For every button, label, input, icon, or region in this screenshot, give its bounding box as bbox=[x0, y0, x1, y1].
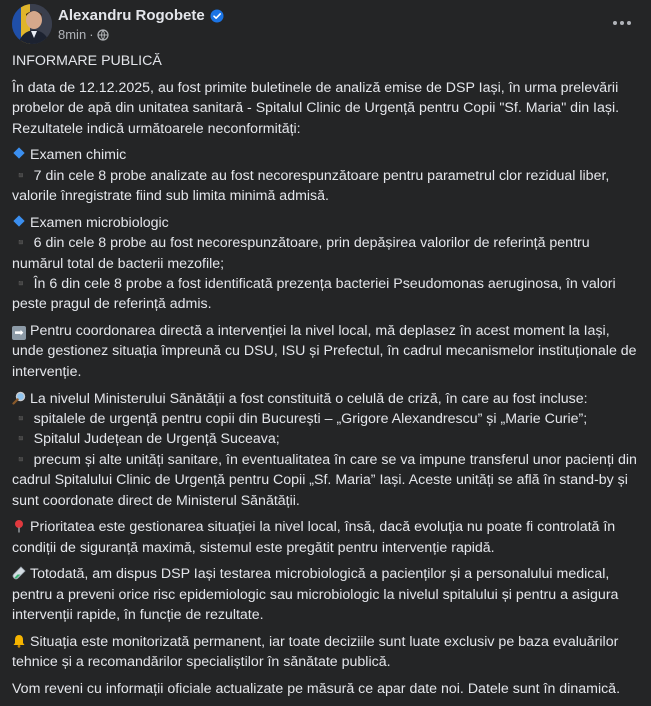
monitor-text: Situația este monitorizată permanent, iar toate deciziile sunt luate exclusiv pe baza evaluărilor tehnice și a recomandărilor specialiștilor în sănătate publică. bbox=[12, 633, 619, 671]
post-body bbox=[12, 51, 637, 706]
author-name[interactable]: Alexandru Rogobete bbox=[58, 7, 205, 24]
avatar-photo bbox=[12, 4, 52, 44]
test-tube-icon bbox=[12, 566, 26, 580]
avatar[interactable] bbox=[12, 4, 52, 44]
verified-badge-icon bbox=[210, 9, 224, 23]
micro-item: ▪️ 6 din cele 8 probe au fost necorespunzătoare, prin depășirea valorilor de referință pentru numărul total de bacterii mezofile; bbox=[12, 235, 590, 272]
post-title: INFORMARE PUBLICĂ bbox=[12, 53, 162, 69]
crisis-section bbox=[12, 389, 637, 511]
dsp-paragraph bbox=[12, 564, 637, 625]
monitor-paragraph bbox=[12, 632, 637, 673]
priority-paragraph bbox=[12, 517, 637, 558]
crisis-intro: La nivelul Ministerului Sănătății a fost constituită o celulă de criză, în care au fost incluse: bbox=[30, 390, 588, 407]
coord-paragraph bbox=[12, 321, 637, 382]
pin-icon bbox=[12, 519, 26, 533]
micro-item: ▪️ În 6 din cele 8 probe a fost identificată prezența bacteriei Pseudomonas aeruginosa, în valori peste pragul de referință admis. bbox=[12, 275, 616, 313]
post-timestamp[interactable]: 8min bbox=[58, 27, 87, 42]
micro-section bbox=[12, 213, 637, 315]
coord-text: Pentru coordonarea directă a intervenției la nivel local, mă deplasez în acest moment la Iași, unde gestionez situația împreună cu DSU, ISU și Prefectul, în cadrul mecanismelor instituționale de intervenție. bbox=[12, 323, 637, 380]
globe-icon bbox=[97, 29, 109, 41]
magnifier-icon bbox=[12, 391, 26, 405]
micro-title: Examen microbiologic bbox=[30, 214, 169, 231]
blue-diamond-icon bbox=[13, 148, 24, 159]
chem-title: Examen chimic bbox=[30, 147, 127, 164]
crisis-item: ▪️ precum și alte unități sanitare, în eventualitatea în care se va impune transferul unor pacienți din cadrul Spitalului Clinic de Urgență pentru Copii „Sf. Maria” Iași. Aceste unități se află în stand-by și sunt coordonate direct de Ministerul Sănătății. bbox=[12, 451, 637, 509]
intro-paragraph: În data de 12.12.2025, au fost primite buletinele de analiză emise de DSP Iași, în urma prelevării probelor de apă din unitatea sanitară - Spitalul Clinic de Urgență pentru Copii "Sf. Maria" din Iași. Rezultatele indică următoarele neconformități: bbox=[12, 79, 620, 137]
post-meta bbox=[58, 27, 109, 43]
meta-separator: · bbox=[89, 27, 94, 42]
dsp-text: Totodată, am dispus DSP Iași testarea microbiologică a pacienților și a personalului medical, pentru a preveni orice risc epidemiologic sau microbiologic la nivelul spitalului și pentru a asigura intervenții rapide, în funcție de rezultate. bbox=[12, 566, 619, 624]
author-line bbox=[58, 7, 224, 25]
more-options-button[interactable] bbox=[605, 6, 639, 40]
right-arrow-icon: ➡ bbox=[12, 326, 26, 340]
more-options-icon bbox=[612, 20, 632, 26]
chem-item: ▪️ 7 din cele 8 probe analizate au fost necorespunzătoare pentru parametrul clor rezidual liber, valorile înregistrate fiind sub limita minimă admisă. bbox=[12, 167, 610, 205]
priority-text: Prioritatea este gestionarea situației la nivel local, însă, dacă evoluția nu poate fi controlată în condiții de siguranță maximă, sistemul este pregătit pentru intervenție rapidă. bbox=[12, 519, 616, 556]
crisis-item: ▪️ Spitalul Județean de Urgență Suceava; bbox=[12, 431, 280, 448]
bell-icon bbox=[12, 634, 26, 648]
crisis-item: ▪️ spitalele de urgență pentru copii din București – „Grigore Alexandrescu” și „Marie Curie”; bbox=[12, 410, 588, 427]
closing-paragraph: Vom reveni cu informații oficiale actualizate pe măsură ce apar date noi. Datele sunt în dinamică. bbox=[12, 681, 621, 698]
blue-diamond-icon bbox=[13, 215, 24, 226]
chem-section bbox=[12, 145, 637, 206]
post-header bbox=[12, 4, 639, 44]
